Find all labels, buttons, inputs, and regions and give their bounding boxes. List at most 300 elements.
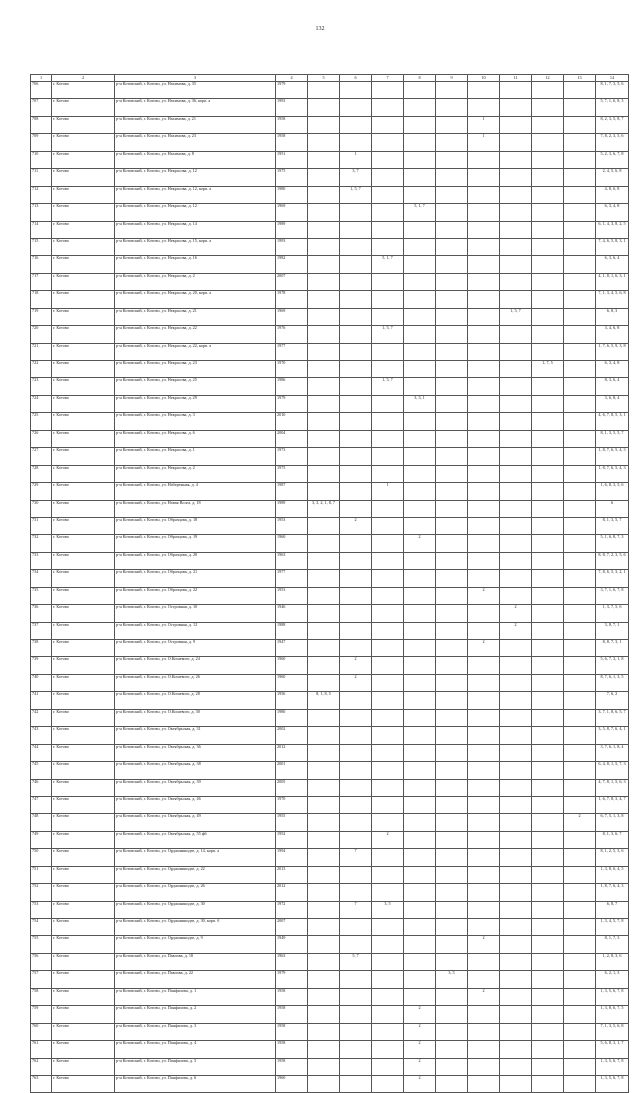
table-row [31, 1075, 629, 1092]
row-number-cell: 754 [31, 919, 52, 936]
table-row [31, 552, 629, 569]
settlement-cell: г. Котово [52, 291, 115, 308]
col-7-cell [372, 692, 404, 709]
table-row [31, 744, 629, 761]
year-built-cell: 1979 [276, 971, 308, 988]
row-number-cell: 738 [31, 640, 52, 657]
year-built-cell: 1958 [276, 1023, 308, 1040]
column-header: 7 [372, 75, 404, 82]
col-11-cell [500, 151, 532, 168]
settlement-cell: г. Котово [52, 204, 115, 221]
table-row [31, 413, 629, 430]
col-5-cell [308, 378, 340, 395]
col-8-cell [404, 256, 436, 273]
col-13-cell [564, 413, 596, 430]
table-row [31, 395, 629, 412]
column-header: 1 [31, 75, 52, 82]
year-built-cell: 1977 [276, 570, 308, 587]
col-10-cell [468, 204, 500, 221]
column-header: 5 [308, 75, 340, 82]
col-10-cell [468, 727, 500, 744]
col-11-cell [500, 238, 532, 255]
col-11-cell [500, 169, 532, 186]
settlement-cell: г. Котово [52, 221, 115, 238]
address-cell: р-н Котовский, г. Котово, ул. Нахимова, д. 8 [115, 151, 276, 168]
col-14-cell: 1, 2, 8, 3, 6 [596, 953, 629, 970]
settlement-cell: г. Котово [52, 709, 115, 726]
row-number-cell: 720 [31, 326, 52, 343]
col-9-cell [436, 988, 468, 1005]
row-number-cell: 710 [31, 151, 52, 168]
col-12-cell [532, 1075, 564, 1092]
year-built-cell: 1970 [276, 361, 308, 378]
row-number-cell: 763 [31, 1075, 52, 1092]
col-5-cell [308, 361, 340, 378]
col-13-cell [564, 448, 596, 465]
col-14-cell: 7, 1, 3, 5, 6, 8 [596, 1023, 629, 1040]
col-10-cell [468, 744, 500, 761]
col-9-cell [436, 186, 468, 203]
col-10-cell [468, 221, 500, 238]
col-6-cell [340, 343, 372, 360]
col-7-cell: 1 [372, 483, 404, 500]
col-5-cell [308, 674, 340, 691]
table-row [31, 238, 629, 255]
col-8-cell [404, 116, 436, 133]
col-10-cell [468, 831, 500, 848]
col-14-cell: 3, 7, 6, 1, 8, 4 [596, 744, 629, 761]
row-number-cell: 729 [31, 483, 52, 500]
row-number-cell: 741 [31, 692, 52, 709]
col-13-cell [564, 221, 596, 238]
col-7-cell: 1, 5, 7 [372, 378, 404, 395]
address-cell: р-н Котовский, г. Котово, ул. Некрасова, д. 1 [115, 448, 276, 465]
col-8-cell [404, 692, 436, 709]
col-5-cell [308, 483, 340, 500]
col-9-cell [436, 151, 468, 168]
col-6-cell [340, 378, 372, 395]
year-built-cell: 1993 [276, 99, 308, 116]
col-10-cell [468, 884, 500, 901]
col-14-cell: 3, 5, 8, 7, 6, 4, 1 [596, 727, 629, 744]
col-5-cell [308, 221, 340, 238]
settlement-cell: г. Котово [52, 273, 115, 290]
col-5-cell [308, 884, 340, 901]
col-11-cell [500, 500, 532, 517]
col-10-cell [468, 1023, 500, 1040]
col-8-cell [404, 936, 436, 953]
col-9-cell [436, 221, 468, 238]
col-6-cell [340, 221, 372, 238]
col-14-cell: 6, 3, 4, 8 [596, 204, 629, 221]
col-5-cell [308, 936, 340, 953]
col-5-cell [308, 465, 340, 482]
address-cell: р-н Котовский, г. Котово, ул. Некрасова, д. 22, корп. а [115, 343, 276, 360]
settlement-cell: г. Котово [52, 988, 115, 1005]
col-9-cell [436, 99, 468, 116]
column-header: 3 [115, 75, 276, 82]
address-cell: р-н Котовский, г. Котово, ул. Орджоникидзе, д. 22 [115, 866, 276, 883]
col-9-cell [436, 465, 468, 482]
col-13-cell [564, 308, 596, 325]
col-8-cell [404, 99, 436, 116]
col-12-cell [532, 762, 564, 779]
col-7-cell [372, 570, 404, 587]
col-12-cell [532, 622, 564, 639]
table-row [31, 256, 629, 273]
col-8-cell [404, 82, 436, 99]
column-header: 2 [52, 75, 115, 82]
col-11-cell [500, 779, 532, 796]
col-6-cell [340, 709, 372, 726]
col-13-cell [564, 361, 596, 378]
col-12-cell [532, 430, 564, 447]
col-6-cell [340, 256, 372, 273]
col-6-cell [340, 744, 372, 761]
address-cell: р-н Котовский, г. Котово, ул. Островная, д. 10 [115, 605, 276, 622]
table-row [31, 831, 629, 848]
col-8-cell [404, 169, 436, 186]
address-cell: р-н Котовский, г. Котово, ул. Орджоникидзе, д. 30, корп. б [115, 919, 276, 936]
col-5-cell [308, 326, 340, 343]
col-9-cell [436, 308, 468, 325]
col-8-cell [404, 709, 436, 726]
col-14-cell: 8, 1, 7, 3, 5, 6 [596, 82, 629, 99]
row-number-cell: 708 [31, 116, 52, 133]
col-7-cell [372, 587, 404, 604]
table-row [31, 361, 629, 378]
col-13-cell [564, 343, 596, 360]
address-cell: р-н Котовский, г. Котово, ул. Октябрьская, д. 49 [115, 814, 276, 831]
year-built-cell: 2007 [276, 273, 308, 290]
col-12-cell [532, 587, 564, 604]
col-12-cell [532, 221, 564, 238]
address-cell: р-н Котовский, г. Котово, ул. Панфилова, д. 5 [115, 1058, 276, 1075]
col-5-cell [308, 709, 340, 726]
col-14-cell: 8, 8, 7, 2, 3, 5, 6 [596, 552, 629, 569]
col-6-cell [340, 622, 372, 639]
row-number-cell: 753 [31, 901, 52, 918]
row-number-cell: 719 [31, 308, 52, 325]
col-9-cell [436, 552, 468, 569]
col-13-cell [564, 186, 596, 203]
col-8-cell [404, 517, 436, 534]
col-7-cell [372, 936, 404, 953]
col-12-cell [532, 831, 564, 848]
col-7-cell [372, 605, 404, 622]
col-14-cell: 8, 3, 6, 4 [596, 378, 629, 395]
col-12-cell [532, 953, 564, 970]
col-13-cell [564, 953, 596, 970]
column-header: 6 [340, 75, 372, 82]
col-8-cell: 2 [404, 1006, 436, 1023]
col-10-cell [468, 535, 500, 552]
col-5-cell [308, 517, 340, 534]
col-6-cell [340, 273, 372, 290]
col-6-cell [340, 535, 372, 552]
col-11-cell [500, 796, 532, 813]
col-14-cell: 4, 6, 7, 8, 5, 3, 1 [596, 413, 629, 430]
address-cell: р-н Котовский, г. Котово, ул. Образцова, д. 21 [115, 570, 276, 587]
col-12-cell [532, 500, 564, 517]
col-9-cell [436, 238, 468, 255]
col-14-cell: 5, 7, 1, 6, 8, 3 [596, 99, 629, 116]
row-number-cell: 745 [31, 762, 52, 779]
address-cell: р-н Котовский, г. Котово, ул. Орджоникидзе, д. 9 [115, 936, 276, 953]
settlement-cell: г. Котово [52, 814, 115, 831]
row-number-cell: 731 [31, 517, 52, 534]
settlement-cell: г. Котово [52, 413, 115, 430]
settlement-cell: г. Котово [52, 919, 115, 936]
col-5-cell [308, 82, 340, 99]
row-number-cell: 744 [31, 744, 52, 761]
col-11-cell [500, 465, 532, 482]
table-row [31, 866, 629, 883]
table-row [31, 953, 629, 970]
col-13-cell [564, 465, 596, 482]
col-14-cell: 4, 1, 8, 1, 6, 3, 1 [596, 273, 629, 290]
column-header: 14 [596, 75, 629, 82]
col-11-cell [500, 1041, 532, 1058]
table-row [31, 134, 629, 151]
col-9-cell [436, 692, 468, 709]
col-6-cell [340, 448, 372, 465]
col-13-cell [564, 1075, 596, 1092]
col-6-cell [340, 919, 372, 936]
year-built-cell: 1958 [276, 1006, 308, 1023]
col-11-cell [500, 692, 532, 709]
year-built-cell: 1986 [276, 378, 308, 395]
col-14-cell: 1, 3, 4, 5, 7, 8 [596, 919, 629, 936]
year-built-cell: 1958 [276, 988, 308, 1005]
col-10-cell [468, 796, 500, 813]
table-row [31, 605, 629, 622]
col-14-cell: 1, 8, 7, 6, 5, 4, 3 [596, 465, 629, 482]
col-8-cell [404, 552, 436, 569]
col-10-cell [468, 1006, 500, 1023]
col-12-cell [532, 657, 564, 674]
year-built-cell: 1960 [276, 674, 308, 691]
col-11-cell [500, 116, 532, 133]
settlement-cell: г. Котово [52, 169, 115, 186]
address-cell: р-н Котовский, г. Котово, ул. Нахимова, д. 23 [115, 134, 276, 151]
col-7-cell [372, 866, 404, 883]
settlement-cell: г. Котово [52, 134, 115, 151]
col-11-cell [500, 849, 532, 866]
col-6-cell [340, 866, 372, 883]
address-cell: р-н Котовский, г. Котово, ул. Некрасова, д. 21 [115, 308, 276, 325]
col-9-cell [436, 1041, 468, 1058]
settlement-cell: г. Котово [52, 884, 115, 901]
col-7-cell [372, 919, 404, 936]
col-11-cell [500, 483, 532, 500]
col-11-cell [500, 395, 532, 412]
col-8-cell [404, 587, 436, 604]
col-13-cell [564, 1023, 596, 1040]
row-number-cell: 762 [31, 1058, 52, 1075]
col-12-cell [532, 1006, 564, 1023]
col-11-cell: 2 [500, 622, 532, 639]
col-11-cell [500, 831, 532, 848]
year-built-cell: 1975 [276, 465, 308, 482]
col-14-cell: 6, 2, 1, 3 [596, 971, 629, 988]
table-row [31, 674, 629, 691]
settlement-cell: г. Котово [52, 640, 115, 657]
row-number-cell: 714 [31, 221, 52, 238]
col-9-cell [436, 779, 468, 796]
col-7-cell [372, 814, 404, 831]
col-12-cell [532, 116, 564, 133]
col-11-cell [500, 762, 532, 779]
col-6-cell [340, 587, 372, 604]
col-7-cell [372, 500, 404, 517]
col-5-cell [308, 831, 340, 848]
row-number-cell: 761 [31, 1041, 52, 1058]
year-built-cell: 1958 [276, 134, 308, 151]
col-6-cell [340, 988, 372, 1005]
col-9-cell [436, 82, 468, 99]
table-row [31, 535, 629, 552]
col-11-cell [500, 709, 532, 726]
col-11-cell [500, 343, 532, 360]
col-8-cell: 5, 1, 7 [404, 204, 436, 221]
row-number-cell: 707 [31, 99, 52, 116]
col-12-cell [532, 326, 564, 343]
col-14-cell: 3, 7, 1, 6, 7, 8 [596, 587, 629, 604]
col-12-cell [532, 744, 564, 761]
row-number-cell: 756 [31, 953, 52, 970]
col-8-cell: 2 [404, 1075, 436, 1092]
row-number-cell: 749 [31, 831, 52, 848]
col-8-cell [404, 500, 436, 517]
col-10-cell: 2 [468, 988, 500, 1005]
col-10-cell [468, 779, 500, 796]
col-14-cell: 1, 3, 8, 6, 4, 5 [596, 866, 629, 883]
col-7-cell: 2 [372, 831, 404, 848]
year-built-cell: 2001 [276, 762, 308, 779]
col-13-cell [564, 884, 596, 901]
col-12-cell [532, 378, 564, 395]
col-10-cell [468, 151, 500, 168]
settlement-cell: г. Котово [52, 448, 115, 465]
settlement-cell: г. Котово [52, 779, 115, 796]
year-built-cell: 1979 [276, 82, 308, 99]
col-13-cell [564, 919, 596, 936]
address-cell: р-н Котовский, г. Котово, ул. Нахимова, д. 36, корп. а [115, 99, 276, 116]
row-number-cell: 736 [31, 605, 52, 622]
col-7-cell [372, 413, 404, 430]
settlement-cell: г. Котово [52, 570, 115, 587]
col-7-cell [372, 291, 404, 308]
year-built-cell: 1977 [276, 343, 308, 360]
col-14-cell: 7, 6, 2 [596, 692, 629, 709]
row-number-cell: 737 [31, 622, 52, 639]
settlement-cell: г. Котово [52, 343, 115, 360]
col-8-cell [404, 866, 436, 883]
col-13-cell [564, 552, 596, 569]
settlement-cell: г. Котово [52, 430, 115, 447]
col-13-cell [564, 395, 596, 412]
col-6-cell [340, 483, 372, 500]
col-7-cell [372, 535, 404, 552]
table-row [31, 151, 629, 168]
col-13-cell [564, 605, 596, 622]
year-built-cell: 1960 [276, 1075, 308, 1092]
row-number-cell: 718 [31, 291, 52, 308]
address-cell: р-н Котовский, г. Котово, ул. Октябрьская, д. 39 [115, 779, 276, 796]
address-cell: р-н Котовский, г. Котово, ул. Некрасова, д. 29 [115, 395, 276, 412]
year-built-cell: 1955 [276, 814, 308, 831]
row-number-cell: 755 [31, 936, 52, 953]
table-row [31, 814, 629, 831]
settlement-cell: г. Котово [52, 238, 115, 255]
col-6-cell [340, 326, 372, 343]
table-row [31, 622, 629, 639]
col-14-cell: 5, 6, 8, 3, 1, 7 [596, 1041, 629, 1058]
year-built-cell: 1960 [276, 657, 308, 674]
col-7-cell [372, 674, 404, 691]
settlement-cell: г. Котово [52, 395, 115, 412]
col-10-cell: 2 [468, 936, 500, 953]
col-8-cell [404, 796, 436, 813]
col-6-cell [340, 308, 372, 325]
col-14-cell: 3, 6, 8, 4 [596, 395, 629, 412]
col-12-cell [532, 151, 564, 168]
col-10-cell [468, 605, 500, 622]
settlement-cell: г. Котово [52, 517, 115, 534]
row-number-cell: 739 [31, 657, 52, 674]
col-8-cell [404, 988, 436, 1005]
col-14-cell: 8, 1, 3, 6, 7 [596, 831, 629, 848]
table-row [31, 988, 629, 1005]
col-5-cell [308, 186, 340, 203]
col-14-cell: 5, 2, 3, 6, 7, 8 [596, 151, 629, 168]
col-9-cell [436, 587, 468, 604]
col-13-cell [564, 1058, 596, 1075]
column-header: 12 [532, 75, 564, 82]
table-row [31, 1041, 629, 1058]
year-built-cell: 1988 [276, 622, 308, 639]
address-cell: р-н Котовский, г. Котово, ул. О.Кошевого, д. 24 [115, 657, 276, 674]
row-number-cell: 711 [31, 169, 52, 186]
row-number-cell: 759 [31, 1006, 52, 1023]
col-12-cell [532, 814, 564, 831]
col-11-cell [500, 570, 532, 587]
col-6-cell: 5, 7 [340, 953, 372, 970]
table-row [31, 465, 629, 482]
col-8-cell [404, 186, 436, 203]
col-7-cell [372, 1075, 404, 1092]
col-11-cell [500, 361, 532, 378]
col-12-cell [532, 796, 564, 813]
col-12-cell [532, 709, 564, 726]
address-cell: р-н Котовский, г. Котово, ул. О.Кошевого, д. 28 [115, 692, 276, 709]
col-9-cell: 3, 5 [436, 971, 468, 988]
address-cell: р-н Котовский, г. Котово, ул. Образцова, д. 22 [115, 587, 276, 604]
col-12-cell [532, 448, 564, 465]
col-6-cell [340, 134, 372, 151]
col-5-cell [308, 1058, 340, 1075]
col-9-cell [436, 343, 468, 360]
settlement-cell: г. Котово [52, 308, 115, 325]
col-7-cell [372, 988, 404, 1005]
col-11-cell [500, 901, 532, 918]
address-cell: р-н Котовский, г. Котово, ул. Некрасова, д. 12 [115, 169, 276, 186]
col-5-cell: 3, 3, 2, 1, 8, 7 [308, 500, 340, 517]
row-number-cell: 724 [31, 395, 52, 412]
col-7-cell [372, 308, 404, 325]
column-header: 11 [500, 75, 532, 82]
